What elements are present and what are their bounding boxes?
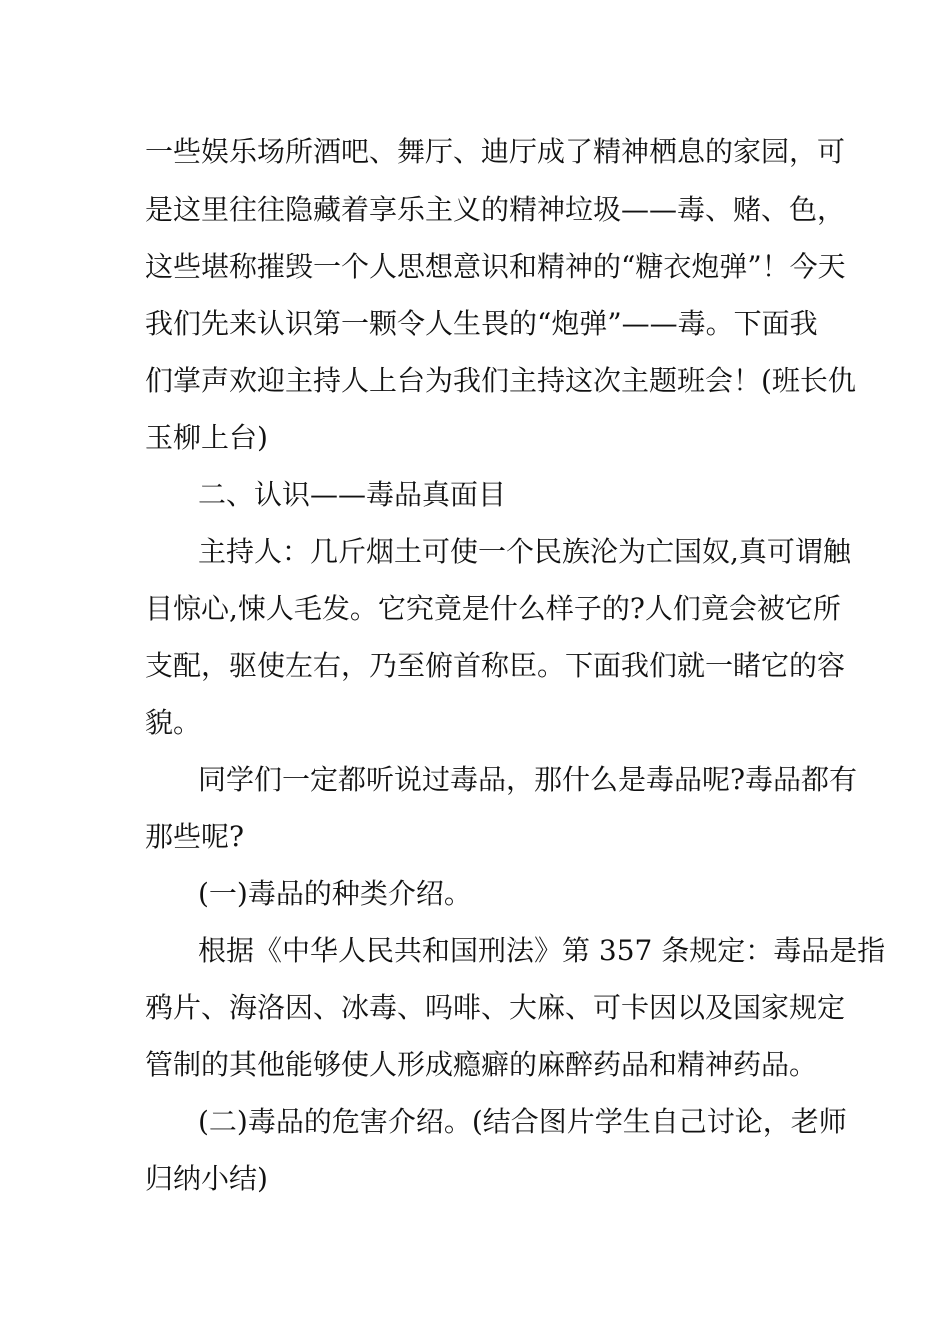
text-line: 鸦片、海洛因、冰毒、吗啡、大麻、可卡因以及国家规定: [145, 991, 846, 1024]
text-line: 归纳小结): [145, 1162, 268, 1195]
text-line: 一些娱乐场所酒吧、舞厅、迪厅成了精神栖息的家园，可: [145, 135, 846, 168]
text-line: 同学们一定都听说过毒品，那什么是毒品呢?毒品都有: [198, 763, 858, 796]
text-line: 是这里往往隐藏着享乐主义的精神垃圾——毒、赌、色，: [145, 193, 846, 226]
text-line: 支配，驱使左右，乃至俯首称臣。下面我们就一睹它的容: [145, 649, 846, 682]
text-line: 我们先来认识第一颗令人生畏的“炮弹”——毒。下面我: [145, 307, 818, 340]
subsection-heading: (一)毒品的种类介绍。: [198, 877, 472, 910]
text-line: 目惊心,悚人毛发。它究竟是什么样子的?人们竟会被它所: [145, 592, 841, 625]
text-line: 根据《中华人民共和国刑法》第 357 条规定：毒品是指: [198, 934, 886, 967]
text-line: 貌。: [145, 706, 202, 739]
text-line: 主持人：几斤烟土可使一个民族沦为亡国奴,真可谓触: [198, 535, 851, 568]
text-line: 那些呢?: [145, 820, 245, 853]
text-line: 这些堪称摧毁一个人思想意识和精神的“糖衣炮弹”！今天: [145, 250, 846, 283]
text-line: 们掌声欢迎主持人上台为我们主持这次主题班会！(班长仇: [145, 364, 856, 397]
subsection-heading: (二)毒品的危害介绍。(结合图片学生自己讨论，老师: [198, 1105, 847, 1138]
text-line: 管制的其他能够使人形成瘾癖的麻醉药品和精神药品。: [145, 1048, 818, 1081]
section-heading: 二、认识——毒品真面目: [198, 478, 507, 511]
text-line: 玉柳上台): [145, 421, 268, 454]
